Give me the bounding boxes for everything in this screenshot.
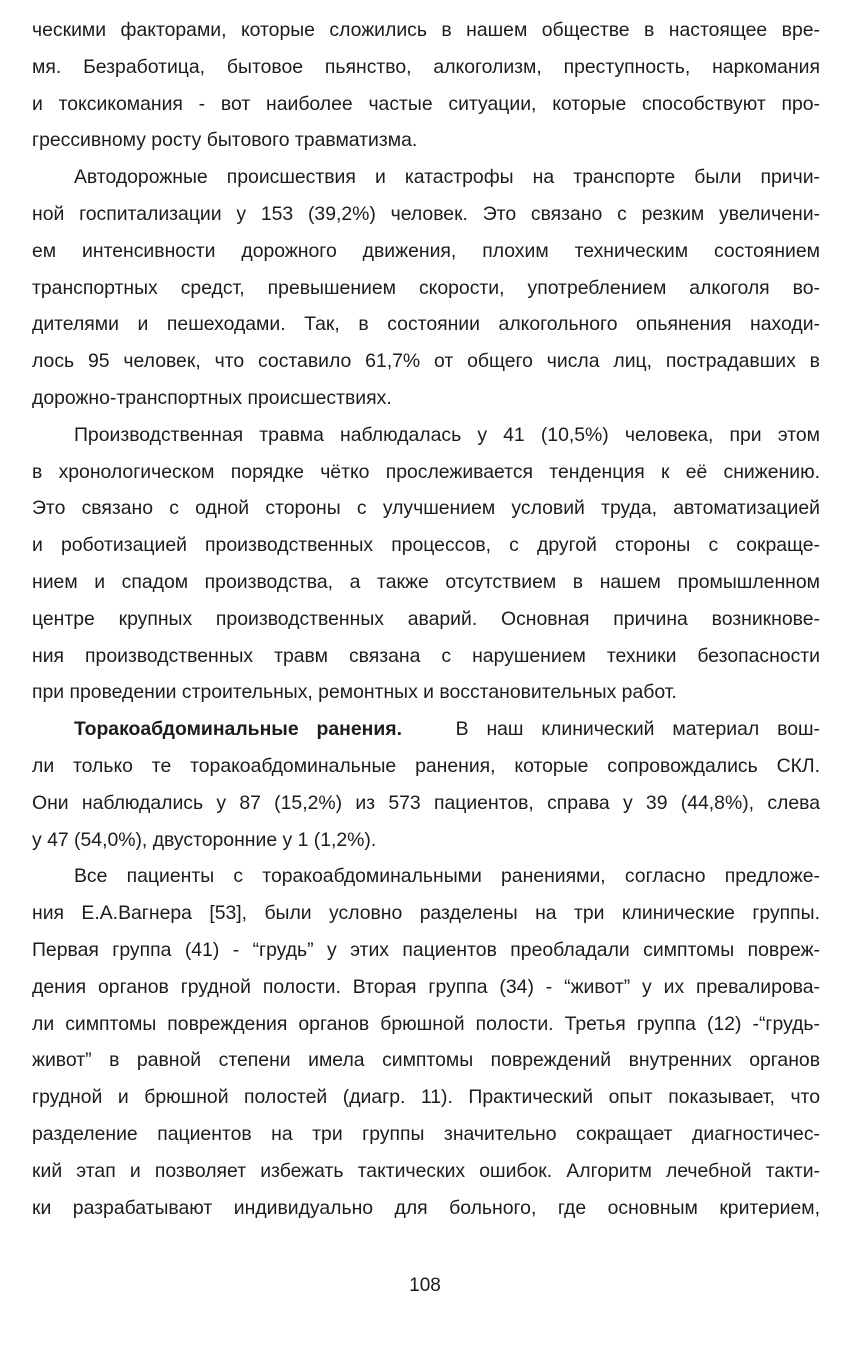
paragraph-2 [32,159,820,417]
text-line: Это связано с одной стороны с улучшением условий труда, автоматизацией [32,497,820,520]
text-line: дорожно-транспортных происшествиях. [32,386,392,409]
text-line: Первая группа (41) - “грудь” у этих пациентов преобладали симптомы повреж- [32,938,820,961]
text-line: дителями и пешеходами. Так, в состоянии алкогольного опьянения находи- [32,313,820,336]
text-line: и роботизацией производственных процессов, с другой стороны с сокраще- [32,534,820,557]
text-line: ли симптомы повреждения органов брюшной полости. Третья группа (12) -“грудь- [32,1012,820,1035]
text-line: живот” в равной степени имела симптомы повреждений внутренних органов [32,1049,820,1072]
text-line: Производственная травма наблюдалась у 41 (10,5%) человека, при этом [74,423,820,446]
text-line: Они наблюдались у 87 (15,2%) из 573 пациентов, справа у 39 (44,8%), слева [32,791,820,814]
text-line: ния Е.А.Вагнера [53], были условно разделены на три клинические группы. [32,902,820,925]
text-line: ли только те торакоабдоминальные ранения, которые сопровождались СКЛ. [32,754,820,777]
page-number: 108 [409,1275,441,1296]
text-line: грудной и брюшной полостей (диагр. 11). Практический опыт показывает, что [32,1086,820,1109]
page-body [32,12,820,1226]
text-line: кий этап и позволяет избежать тактических ошибок. Алгоритм лечебной такти- [32,1159,820,1182]
text-line: нием и спадом производства, а также отсутствием в нашем промышленном [32,570,820,593]
text-line: ческими факторами, которые сложились в нашем обществе в настоящее вре- [32,19,820,41]
text-line: мя. Безработица, бытовое пьянство, алкоголизм, преступность, наркомания [32,55,820,78]
text-line: ния производственных травм связана с нарушением техники безопасности [32,644,820,667]
text-line: ем интенсивности дорожного движения, плохим техническим состоянием [32,239,820,262]
text-line: в хронологическом порядке чётко прослеживается тенденция к её снижению. [32,460,820,483]
text-line: транспортных средст, превышением скорости, употреблением алкоголя во- [32,276,820,299]
text-line: ки разрабатывают индивидуально для больного, где основным критерием, [32,1196,820,1219]
text-line: грессивному росту бытового травматизма. [32,129,418,152]
text-line: разделение пациентов на три группы значительно сокращает диагностичес- [32,1122,820,1145]
text-line: лось 95 человек, что составило 61,7% от общего числа лиц, пострадавших в [32,350,820,373]
text-line: при проведении строительных, ремонтных и восстановительных работ. [32,681,677,704]
text-line: Все пациенты с торакоабдоминальными ранениями, согласно предложе- [74,865,820,888]
text-line: ной госпитализации у 153 (39,2%) человек. Это связано с резким увеличени- [32,202,820,225]
paragraph-5 [32,858,820,1226]
paragraph-4 [32,711,820,858]
section-heading: Торакоабдоминальные ранения. [74,718,402,741]
text-line: Автодорожные происшествия и катастрофы на транспорте были причи- [74,166,820,189]
text-line: центре крупных производственных аварий. Основная причина возникнове- [32,607,820,630]
paragraph-3 [32,417,820,711]
text-line: дения органов грудной полости. Вторая группа (34) - “живот” у их превалирова- [32,975,820,998]
paragraph-1 [32,12,820,159]
text-run: В наш клинический материал вош- [455,718,820,741]
text-line: у 47 (54,0%), двусторонние у 1 (1,2%). [32,828,377,851]
text-line: и токсикомания - вот наиболее частые ситуации, которые способствуют про- [32,92,820,115]
text-line [32,711,820,748]
